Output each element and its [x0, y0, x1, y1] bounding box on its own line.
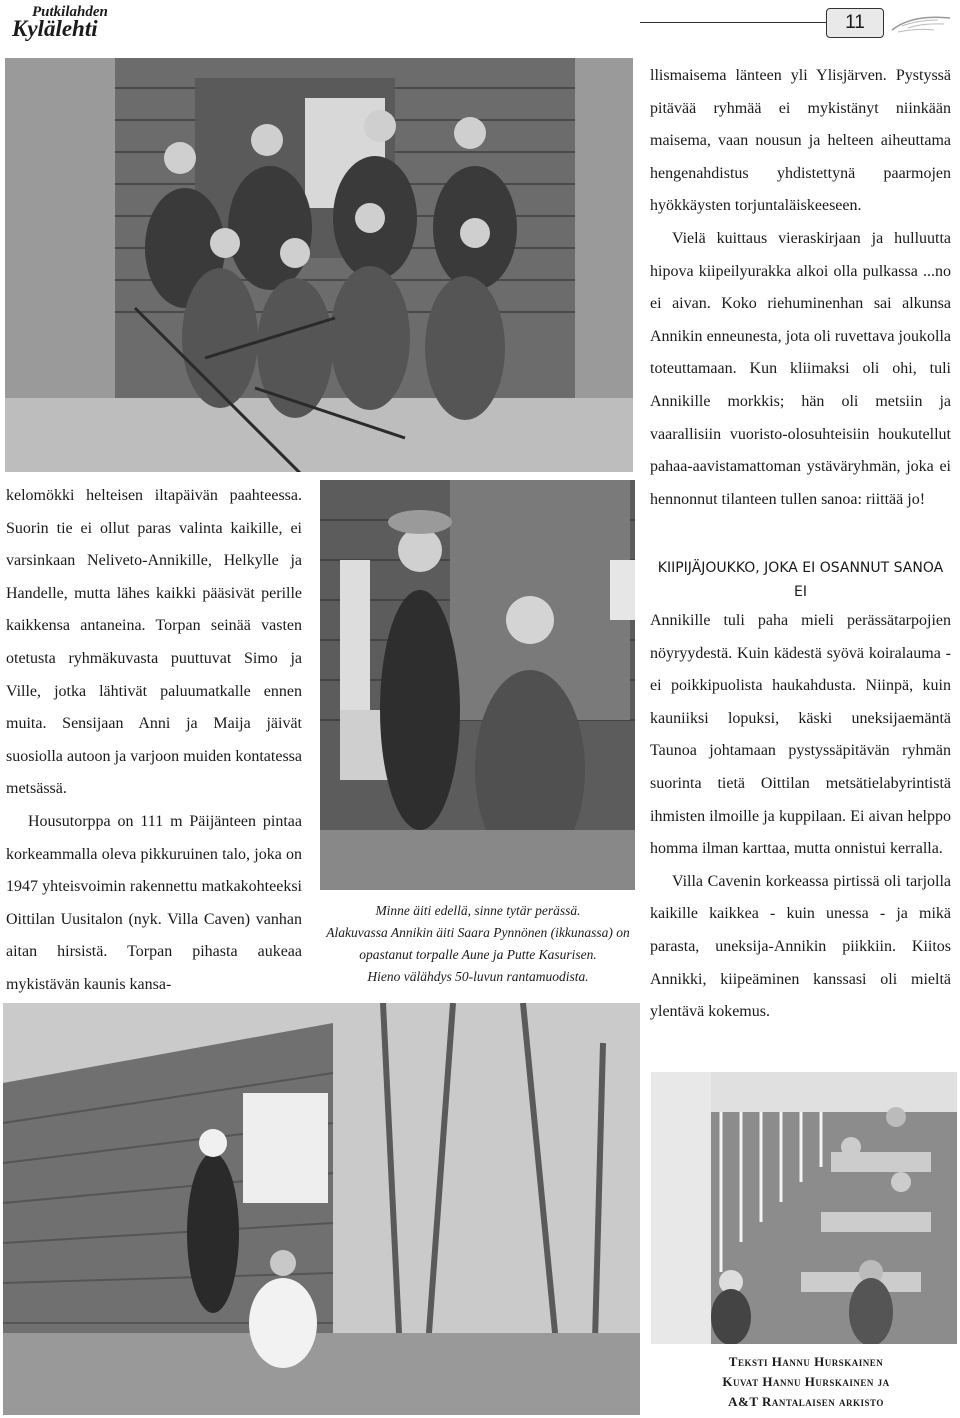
article-column-1	[6, 480, 302, 1002]
credits	[656, 1352, 956, 1412]
credit-photos: Kuvat Hannu Hurskainen ja	[722, 1374, 890, 1389]
cabin-interior-photo	[320, 480, 635, 890]
caption-line: Minne äiti edellä, sinne tytär perässä.	[375, 903, 581, 918]
article-paragraph: kelomökki helteisen iltapäivän paahteessa. Suorin tie ei ollut paras valinta kaikille, ei varsinkaan Neliveto-Annikille, Helkylle ja Handelle, mutta lähes kaikki pääsivät perille kaikkensa antaneina. Torpan seinää vasten otetusta ryhmäkuvasta puuttuvat Simo ja Ville, jotka lähtivät paluumatkalle ennen muita. Sensijaan Anni ja Maija jäivät suosiolla autoon ja varjoon muiden kontatessa metsässä.	[6, 487, 302, 798]
feather-ornament-icon	[888, 8, 954, 38]
article-column-3-continued	[650, 605, 951, 1029]
section-heading: KIIPIJÄJOUKKO, JOKA EI OSANNUT SANOA EI	[657, 560, 944, 600]
caption-line: Hieno välähdys 50-luvun rantamuodista.	[367, 969, 589, 984]
photo-caption	[318, 900, 638, 988]
masthead-title: Kylälehti	[12, 16, 98, 41]
archive-beach-photo	[3, 1003, 640, 1415]
page-number: 11	[826, 8, 884, 38]
article-paragraph: Vielä kuittaus vieraskirjaan ja hulluutta hipova kiipeilyurakka alkoi olla pulkassa ...no ei aivan. Koko riehuminenhan sai alkunsa Annikin enneunesta, jota oli ruvettava joukolla toteuttamaan. Kun kliimaksi oli ohi, tuli Annikille morkkis; hän oli metsiin ja vaarallisiin vuoristo-olosuhteisiin houkutellut pahaa-aavistamattoman ystäväryhmän, joka ei hennonnut tilanteen tullen sanoa: riittää jo!	[650, 229, 951, 508]
article-column-3	[650, 60, 951, 516]
masthead-small: Putkilahden	[32, 4, 108, 20]
credit-archive: A&T Rantalaisen arkisto	[728, 1394, 884, 1409]
caption-line: Alakuvassa Annikin äiti Saara Pynnönen (ikkunassa) on opastanut torpalle Aune ja Putte Kasurisen.	[326, 925, 630, 962]
article-paragraph: Villa Cavenin korkeassa pirtissä oli tarjolla kaikille kaikkea - kuin unessa - ja mikä parasta, uneksija-Annikin piikkiin. Kiitos Annikki, kiipeäminen kanssasi oli mieltä ylentävä kokemus.	[650, 872, 951, 1021]
group-photo	[5, 58, 633, 472]
article-paragraph: Annikille tuli paha mieli perässätarpojien nöyryydestä. Kuin kädestä syövä koiralauma - ei poikkipuolista haukahdusta. Niinpä, kuin kauniiksi lopuksi, käski uneksijaemäntä Taunoa johtamaan pystyssäpitävän ryhmän suorinta tietä Oittilan metsätielabyrintistä ihmisten ilmoille ja kuppilaan. Ei aivan helppo homma ilman karttaa, mutta onnistui kerralla.	[650, 612, 951, 858]
article-paragraph: Housutorppa on 111 m Päijänteen pintaa korkeammalla oleva pikkuruinen talo, joka on 1947 yhteisvoimin rakennettu matkakohteeksi Oittilan Uusitalon (nyk. Villa Caven) vanhan aitan hirsistä. Torpan pihasta aukeaa mykistävän kaunis kansa-	[6, 812, 302, 993]
credit-text: Teksti Hannu Hurskainen	[728, 1354, 884, 1369]
header-rule	[640, 22, 826, 23]
article-paragraph: llismaisema länteen yli Ylisjärven. Pystyssä pitävää ryhmää ei mykistänyt niinkään maisema, vaan nousun ja helteen aiheuttama hengenahdistus yhdistettynä paarmojen hyökkäysten torjuntaläiskeeseen.	[650, 67, 951, 215]
cafe-terrace-photo	[651, 1072, 957, 1344]
